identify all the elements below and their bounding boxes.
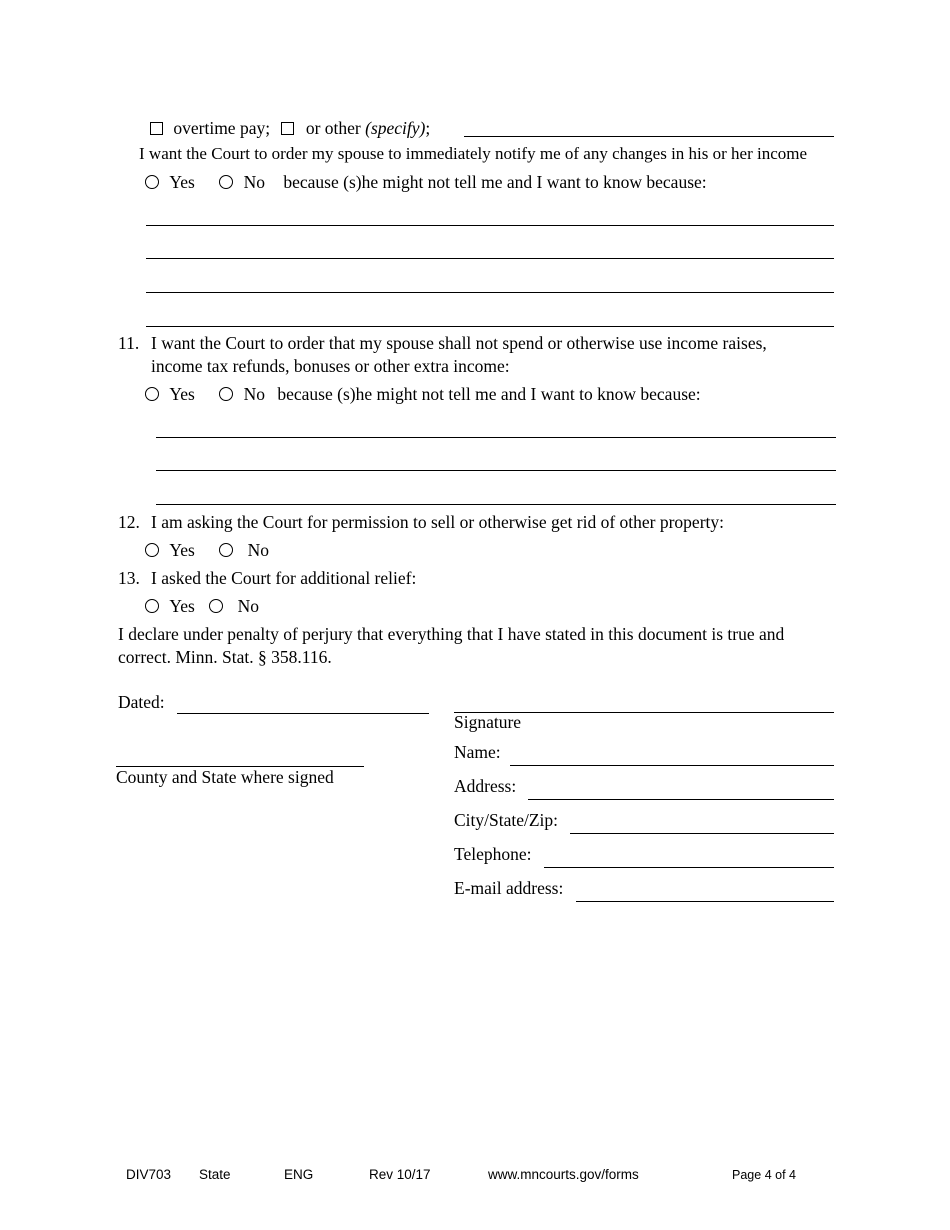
telephone-label: Telephone: (454, 844, 532, 864)
section-12-text: I am asking the Court for permission to sell or otherwise get rid of other property: (151, 512, 724, 532)
city-state-zip-label: City/State/Zip: (454, 810, 559, 830)
signature-label: Signature (454, 712, 522, 732)
declaration-line-1: I declare under penalty of perjury that everything that I have stated in this document is true and (118, 624, 785, 644)
footer-page-number (732, 1168, 796, 1182)
notify-because-text: because (s)he might not tell me and I want to know because: (283, 172, 707, 192)
notify-no-radio[interactable] (219, 175, 233, 189)
section-11-reason-line-2[interactable] (156, 470, 836, 471)
section-11-line-1: I want the Court to order that my spouse shall not spend or otherwise use income raises, (151, 333, 767, 353)
section-11-reason-line-1[interactable] (156, 437, 836, 438)
overtime-pay-checkbox[interactable] (150, 122, 163, 135)
email-label: E-mail address: (454, 878, 564, 898)
section-13-no-radio[interactable] (209, 599, 223, 613)
notify-yes-radio[interactable] (145, 175, 159, 189)
footer-page-of: of (775, 1168, 786, 1182)
footer-page-current: 4 (764, 1168, 772, 1182)
footer-state: State (199, 1167, 231, 1182)
section-12-no-radio[interactable] (219, 543, 233, 557)
notify-reason-line-1[interactable] (146, 225, 834, 226)
declaration-line-2: correct. Minn. Stat. § 358.116. (118, 647, 332, 667)
section-11-yes-radio[interactable] (145, 387, 159, 401)
overtime-pay-label: overtime pay; (173, 118, 271, 138)
overtime-pay-option (150, 118, 430, 139)
notify-statement: I want the Court to order my spouse to immediately notify me of any changes in his or her income (139, 144, 808, 163)
section-12-answer-row (145, 540, 269, 561)
city-state-zip-field[interactable] (570, 833, 834, 834)
dated-label: Dated: (118, 692, 165, 712)
section-12-yes-radio[interactable] (145, 543, 159, 557)
section-11-no-label: No (243, 384, 265, 404)
section-11-because-text: because (s)he might not tell me and I want to know because: (277, 384, 701, 404)
notify-reason-line-4[interactable] (146, 326, 834, 327)
section-13-yes-radio[interactable] (145, 599, 159, 613)
section-11-number: 11. (118, 333, 140, 353)
footer-revision: Rev 10/17 (369, 1167, 431, 1182)
address-field[interactable] (528, 799, 834, 800)
footer-language: ENG (284, 1167, 314, 1182)
section-11-answer-row (145, 384, 701, 405)
section-13-no-label: No (237, 596, 259, 616)
county-state-label: County and State where signed (116, 767, 334, 787)
specify-label: (specify) (365, 118, 426, 138)
dated-field[interactable] (177, 713, 429, 714)
section-13-number: 13. (118, 568, 140, 588)
section-13-answer-row (145, 596, 259, 617)
notify-no-label: No (243, 172, 265, 192)
section-12-no-label: No (247, 540, 269, 560)
notify-yes-label: Yes (169, 172, 195, 192)
section-13-yes-label: Yes (169, 596, 195, 616)
notify-answer-row (145, 172, 707, 193)
footer-url[interactable]: www.mncourts.gov/forms (488, 1167, 639, 1182)
other-income-label: or other (305, 118, 361, 138)
footer-page-prefix: Page (732, 1168, 762, 1182)
name-field[interactable] (510, 765, 834, 766)
other-specify-field[interactable] (464, 136, 834, 137)
telephone-field[interactable] (544, 867, 834, 868)
section-11-yes-label: Yes (169, 384, 195, 404)
notify-reason-line-3[interactable] (146, 292, 834, 293)
section-12-number: 12. (118, 512, 140, 532)
specify-semicolon: ; (425, 118, 431, 138)
section-11-reason-line-3[interactable] (156, 504, 836, 505)
notify-reason-line-2[interactable] (146, 258, 834, 259)
email-field[interactable] (576, 901, 834, 902)
section-12-yes-label: Yes (169, 540, 195, 560)
footer-page-total: 4 (789, 1168, 796, 1182)
name-label: Name: (454, 742, 501, 762)
section-11-no-radio[interactable] (219, 387, 233, 401)
address-label: Address: (454, 776, 517, 796)
other-income-checkbox[interactable] (281, 122, 294, 135)
section-11-line-2: income tax refunds, bonuses or other extra income: (151, 356, 510, 376)
footer-form-id: DIV703 (126, 1167, 172, 1182)
section-13-text: I asked the Court for additional relief: (151, 568, 417, 588)
